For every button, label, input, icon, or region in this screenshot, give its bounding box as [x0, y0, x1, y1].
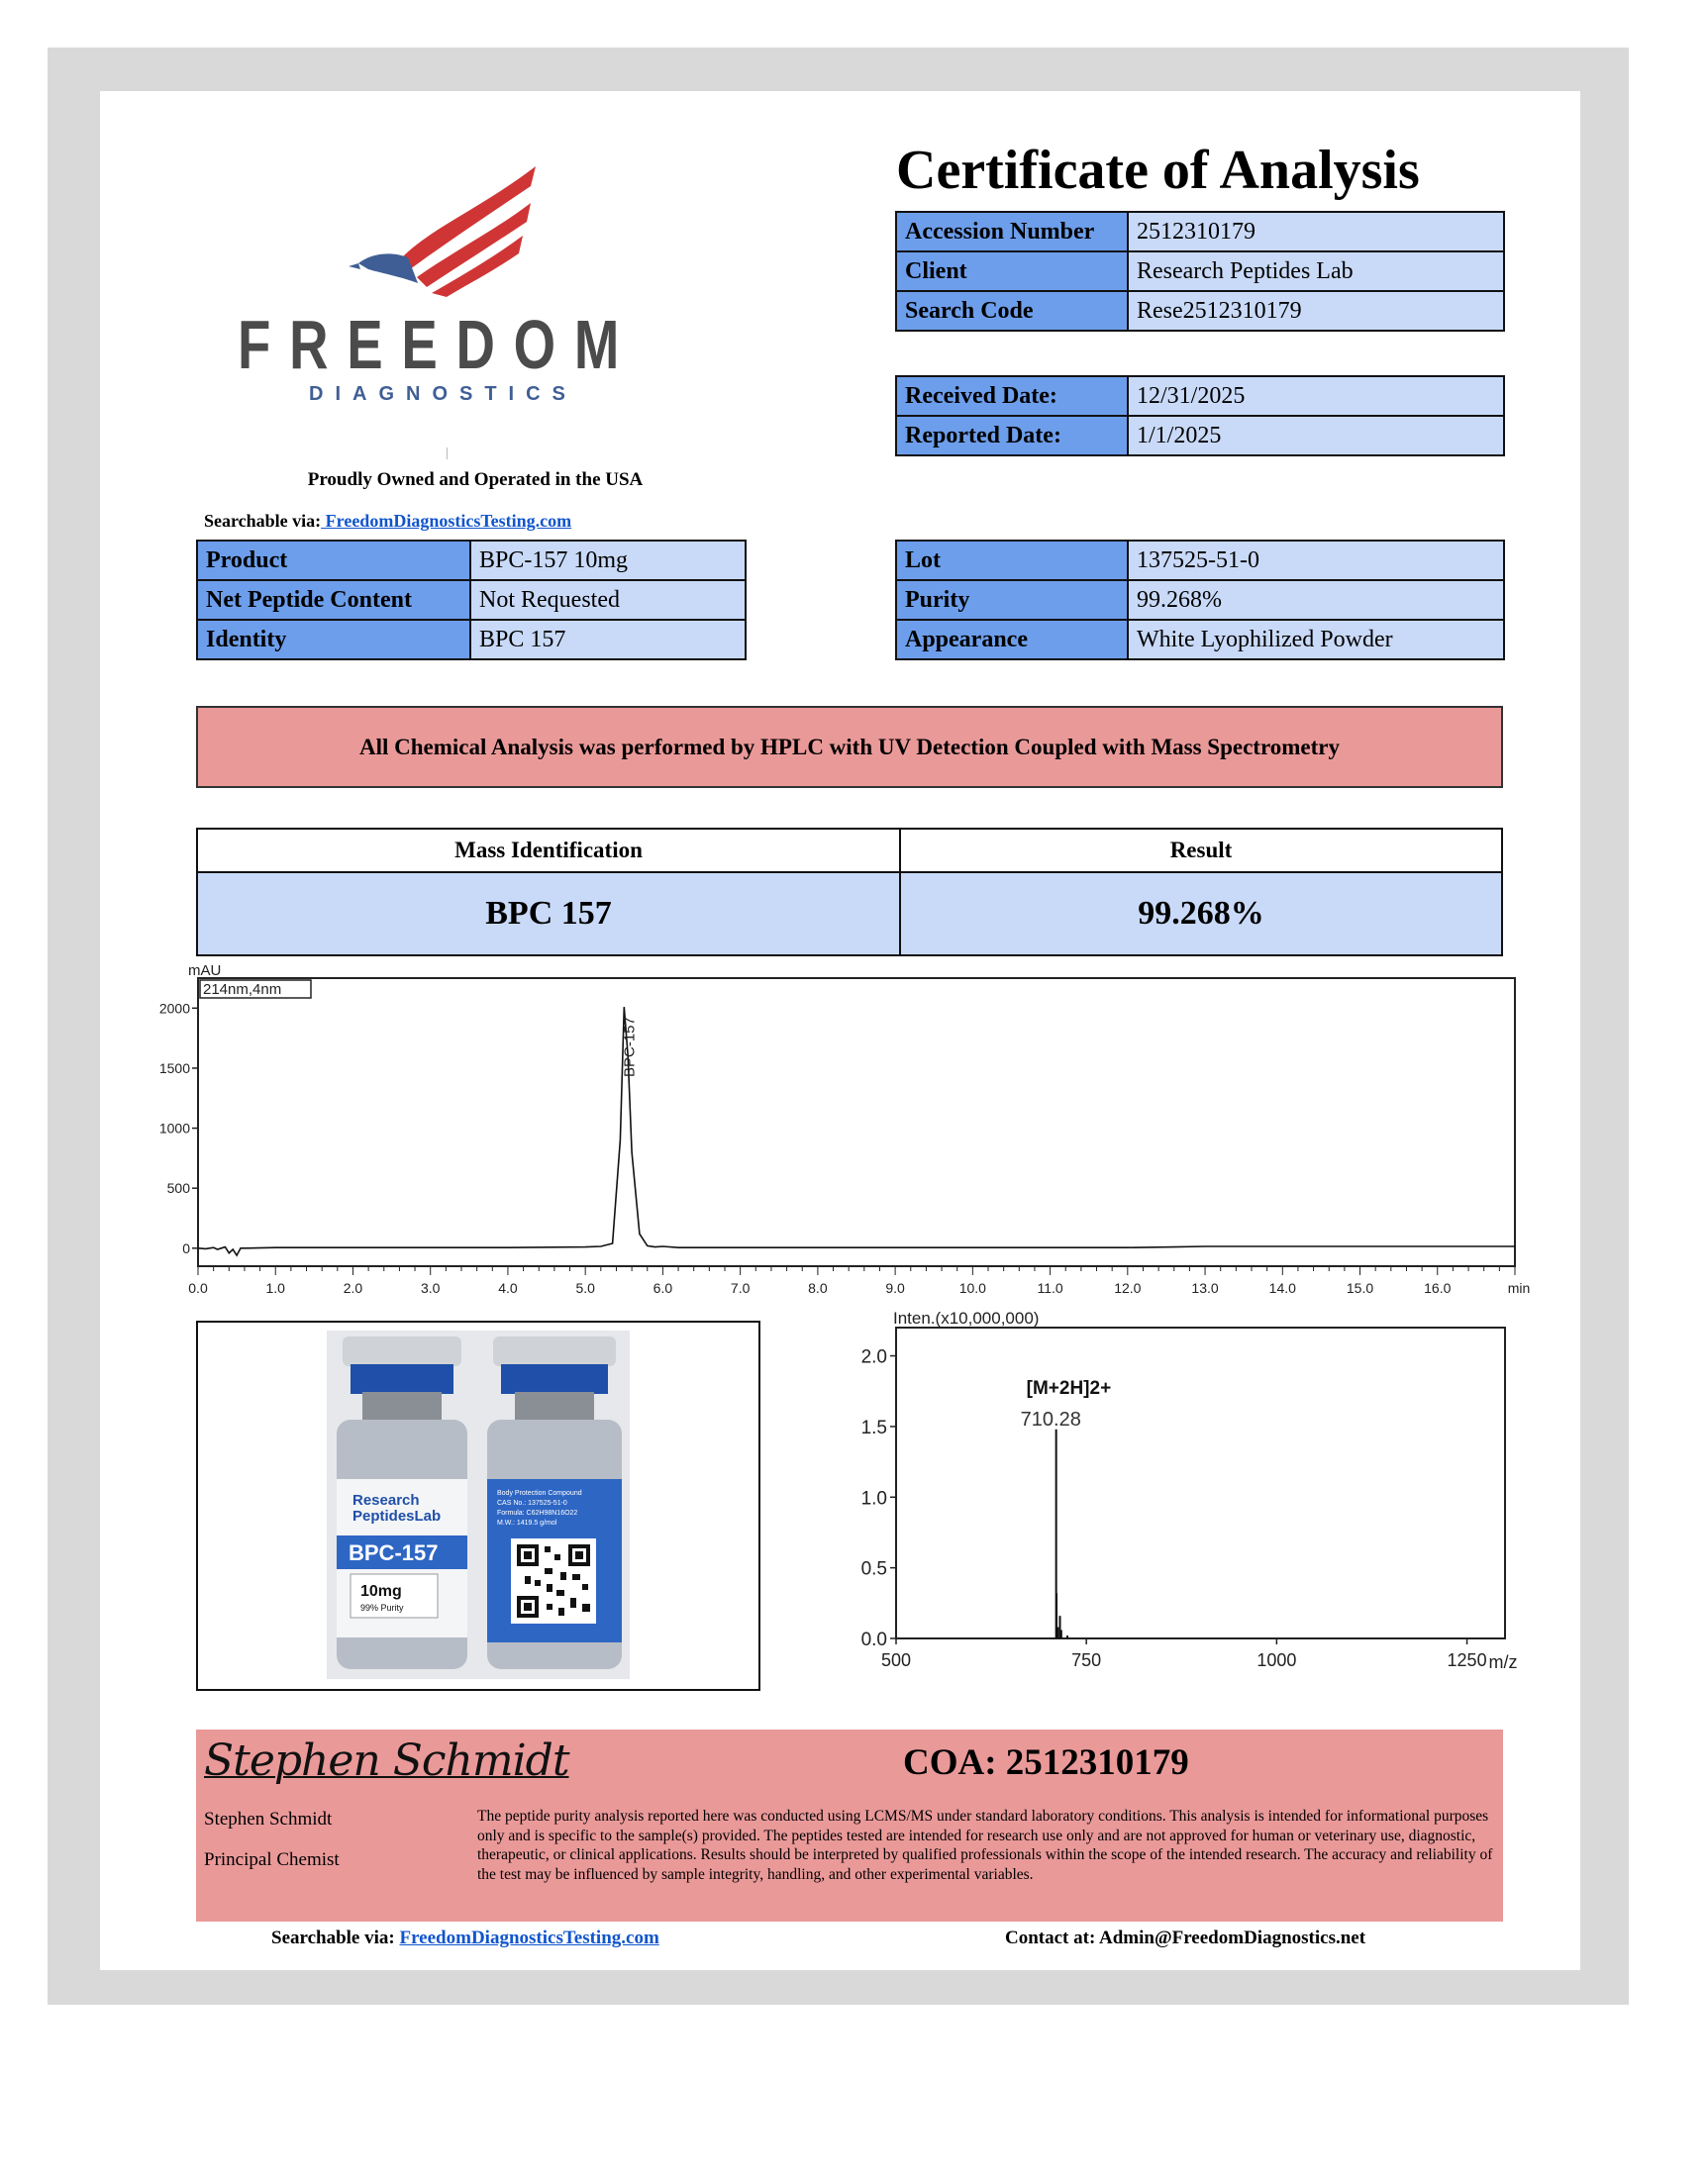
- footer-searchable-label: Searchable via:: [271, 1928, 400, 1948]
- table-row: [896, 416, 1504, 455]
- value-cell: White Lyophilized Powder: [1128, 620, 1504, 659]
- searchable-line: [204, 511, 571, 532]
- signer-role: Principal Chemist: [204, 1849, 340, 1870]
- x-tick-label: 5.0: [575, 1280, 595, 1296]
- photo-back-line2: CAS No.: 137525-51-0: [497, 1500, 567, 1507]
- y-tick-label: 1.5: [860, 1417, 887, 1438]
- photo-back-line4: M.W.: 1419.5 g/mol: [497, 1520, 557, 1527]
- x-tick-label: 10.0: [958, 1280, 986, 1296]
- y-tick-label: 1500: [158, 1059, 190, 1076]
- coa-number: COA: 2512310179: [903, 1742, 1189, 1783]
- eagle-flag-icon: [234, 158, 551, 297]
- y-tick-label: 0.0: [860, 1630, 887, 1650]
- product-photo-frame: [196, 1321, 760, 1691]
- value-cell: BPC-157 10mg: [470, 541, 746, 580]
- x-axis-label: m/z: [1488, 1652, 1518, 1672]
- mass-identification-table: [196, 828, 1503, 956]
- x-tick-label: 7.0: [730, 1280, 751, 1296]
- plot-frame: [198, 978, 1515, 1266]
- chromatogram-trace: [198, 1007, 1515, 1255]
- photo-dose: 10mg: [360, 1583, 402, 1600]
- photo-purity: 99% Purity: [360, 1603, 404, 1613]
- x-tick-label: 13.0: [1191, 1280, 1219, 1296]
- legend-entry: 214nm,4nm: [203, 981, 282, 998]
- x-tick-label: 1000: [1256, 1650, 1297, 1670]
- x-tick-label: 1250: [1447, 1650, 1487, 1670]
- hplc-chromatogram: [149, 958, 1531, 1300]
- table-row: [896, 541, 1504, 580]
- mass-spectrum-chart: [852, 1309, 1518, 1688]
- x-tick-label: 14.0: [1268, 1280, 1296, 1296]
- x-axis-label: min: [1507, 1280, 1531, 1296]
- table-header-row: [197, 829, 1502, 872]
- x-tick-label: 12.0: [1114, 1280, 1142, 1296]
- table-row: [197, 541, 746, 580]
- value-cell: 12/31/2025: [1128, 376, 1504, 416]
- table-row: [197, 580, 746, 620]
- header-cell: Result: [900, 829, 1502, 872]
- y-tick-label: 500: [166, 1180, 190, 1197]
- value-cell: 137525-51-0: [1128, 541, 1504, 580]
- x-tick-label: 9.0: [885, 1280, 905, 1296]
- searchable-label: Searchable via:: [204, 511, 322, 531]
- table-row: [896, 376, 1504, 416]
- value-cell: 1/1/2025: [1128, 416, 1504, 455]
- y-tick-label: 2.0: [860, 1346, 887, 1368]
- photo-brand-2: PeptidesLab: [352, 1508, 442, 1525]
- key-cell: Search Code: [896, 291, 1128, 331]
- logo-subtitle: DIAGNOSTICS: [309, 383, 577, 405]
- value-cell: BPC 157: [470, 620, 746, 659]
- header-cell: Mass Identification: [197, 829, 900, 872]
- table-row: [896, 580, 1504, 620]
- method-banner: All Chemical Analysis was performed by HPLC with UV Detection Coupled with Mass Spectrometry: [196, 706, 1503, 788]
- plot-frame: [896, 1328, 1505, 1638]
- tagline: Proudly Owned and Operated in the USA: [307, 469, 644, 490]
- key-cell: Received Date:: [896, 376, 1128, 416]
- bpc-157-vial-photo: [327, 1331, 630, 1679]
- y-tick-label: 0: [182, 1239, 190, 1256]
- table-row: [896, 291, 1504, 331]
- x-tick-label: 2.0: [343, 1280, 363, 1296]
- photo-back-line3: Formula: C62H98N16O22: [497, 1510, 578, 1517]
- result-cell: 99.268%: [900, 872, 1502, 955]
- key-cell: Client: [896, 251, 1128, 291]
- x-tick-label: 16.0: [1424, 1280, 1452, 1296]
- result-cell: BPC 157: [197, 872, 900, 955]
- accession-table: [895, 211, 1505, 332]
- key-cell: Reported Date:: [896, 416, 1128, 455]
- value-cell: 99.268%: [1128, 580, 1504, 620]
- photo-brand-1: Research: [352, 1492, 420, 1509]
- divider: [447, 447, 448, 459]
- photo-back-line1: Body Protection Compound: [497, 1490, 582, 1497]
- value-cell: Research Peptides Lab: [1128, 251, 1504, 291]
- searchable-link[interactable]: FreedomDiagnosticsTesting.com: [321, 511, 572, 531]
- key-cell: Lot: [896, 541, 1128, 580]
- photo-product: BPC-157: [349, 1540, 439, 1565]
- footer-contact: Contact at: Admin@FreedomDiagnostics.net: [1005, 1928, 1366, 1948]
- table-row: [896, 212, 1504, 251]
- disclaimer-text: The peptide purity analysis reported here was conducted using LCMS/MS under standard laboratory conditions. This analysis is intended for informational purposes only and is specific to the sample(s) provided. The peptides tested are intended for research use only and are not approved for human or veterinary use, diagnostic, therapeutic, or clinical applications. Results should be interpreted by qualified professionals within the scope of the intended research. The accuracy and reliability of the test may be influenced by sample integrity, handling, and other experimental variables.: [477, 1808, 1493, 1883]
- x-tick-label: 3.0: [420, 1280, 441, 1296]
- key-cell: Purity: [896, 580, 1128, 620]
- x-tick-label: 15.0: [1346, 1280, 1374, 1296]
- y-axis-label: mAU: [188, 962, 222, 979]
- product-table: [196, 540, 747, 660]
- key-cell: Product: [197, 541, 470, 580]
- dates-table: [895, 375, 1505, 456]
- x-tick-label: 8.0: [808, 1280, 828, 1296]
- x-tick-label: 4.0: [498, 1280, 518, 1296]
- table-row: [197, 620, 746, 659]
- peak-label: BPC-157: [621, 1017, 639, 1077]
- signer-name: Stephen Schmidt: [204, 1809, 333, 1830]
- y-tick-label: 2000: [158, 1000, 190, 1017]
- page-title: Certificate of Analysis: [896, 140, 1420, 201]
- y-tick-label: 0.5: [860, 1558, 887, 1580]
- key-cell: Appearance: [896, 620, 1128, 659]
- key-cell: Identity: [197, 620, 470, 659]
- y-tick-label: 1000: [158, 1120, 190, 1137]
- lot-table: [895, 540, 1505, 660]
- logo-wordmark: FREEDOM: [238, 306, 639, 383]
- table-row: [197, 872, 1502, 955]
- table-row: [896, 620, 1504, 659]
- value-cell: 2512310179: [1128, 212, 1504, 251]
- key-cell: Net Peptide Content: [197, 580, 470, 620]
- x-tick-label: 1.0: [265, 1280, 285, 1296]
- x-tick-label: 6.0: [653, 1280, 673, 1296]
- handwritten-signature: Stephen Schmidt: [204, 1735, 569, 1786]
- x-tick-label: 11.0: [1037, 1280, 1063, 1296]
- value-cell: Rese2512310179: [1128, 291, 1504, 331]
- y-tick-label: 1.0: [860, 1488, 887, 1510]
- footer-searchable: [271, 1928, 659, 1949]
- key-cell: Accession Number: [896, 212, 1128, 251]
- table-row: [896, 251, 1504, 291]
- y-axis-label: Inten.(x10,000,000): [893, 1309, 1040, 1328]
- value-cell: Not Requested: [470, 580, 746, 620]
- peak-mz-label: 710.28: [1020, 1408, 1081, 1431]
- footer-searchable-link[interactable]: FreedomDiagnosticsTesting.com: [399, 1928, 659, 1948]
- peak-ion-label: [M+2H]2+: [1026, 1377, 1112, 1399]
- x-tick-label: 750: [1071, 1650, 1102, 1670]
- signature-panel: [196, 1730, 1503, 1922]
- x-tick-label: 0.0: [188, 1280, 208, 1296]
- x-tick-label: 500: [880, 1650, 912, 1670]
